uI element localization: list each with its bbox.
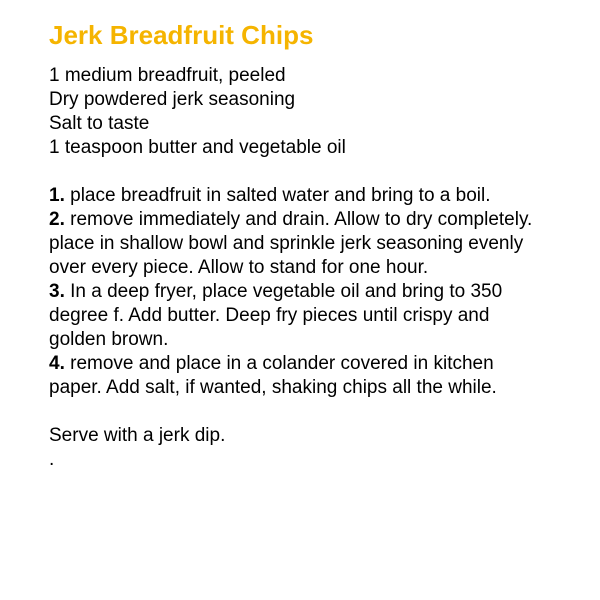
step-text: place in shallow bowl and sprinkle jerk seasoning evenly	[49, 233, 524, 254]
instruction-list	[49, 184, 594, 400]
spacer	[49, 400, 594, 424]
step-text: place breadfruit in salted water and bring to a boil.	[70, 185, 491, 206]
recipe-title: Jerk Breadfruit Chips	[49, 20, 314, 50]
ingredient-item: Dry powdered jerk seasoning	[49, 89, 296, 110]
ingredient-item: 1 medium breadfruit, peeled	[49, 65, 286, 86]
step-number: 1.	[49, 185, 65, 206]
step-text: degree f. Add butter. Deep fry pieces until crispy and	[49, 305, 490, 326]
step-number: 4.	[49, 353, 65, 374]
step-text: over every piece. Allow to stand for one hour.	[49, 257, 429, 278]
step-number: 3.	[49, 281, 65, 302]
step-1-line	[49, 184, 594, 208]
serving-note: Serve with a jerk dip.	[49, 425, 226, 446]
ingredient-item: Salt to taste	[49, 113, 150, 134]
ingredient-list	[49, 64, 594, 160]
recipe-card	[49, 18, 594, 472]
step-text: paper. Add salt, if wanted, shaking chips all the while.	[49, 377, 497, 398]
step-3-line	[49, 280, 594, 304]
step-text: remove and place in a colander covered in kitchen	[70, 353, 494, 374]
step-text: golden brown.	[49, 329, 169, 350]
step-number: 2.	[49, 209, 65, 230]
ingredient-item: 1 teaspoon butter and vegetable oil	[49, 137, 346, 158]
trailing-period: .	[49, 449, 55, 470]
step-text: In a deep fryer, place vegetable oil and bring to 350	[70, 281, 503, 302]
step-text: remove immediately and drain. Allow to dry completely.	[70, 209, 533, 230]
step-2-line	[49, 208, 594, 232]
step-4-line	[49, 352, 594, 376]
spacer	[49, 160, 594, 184]
